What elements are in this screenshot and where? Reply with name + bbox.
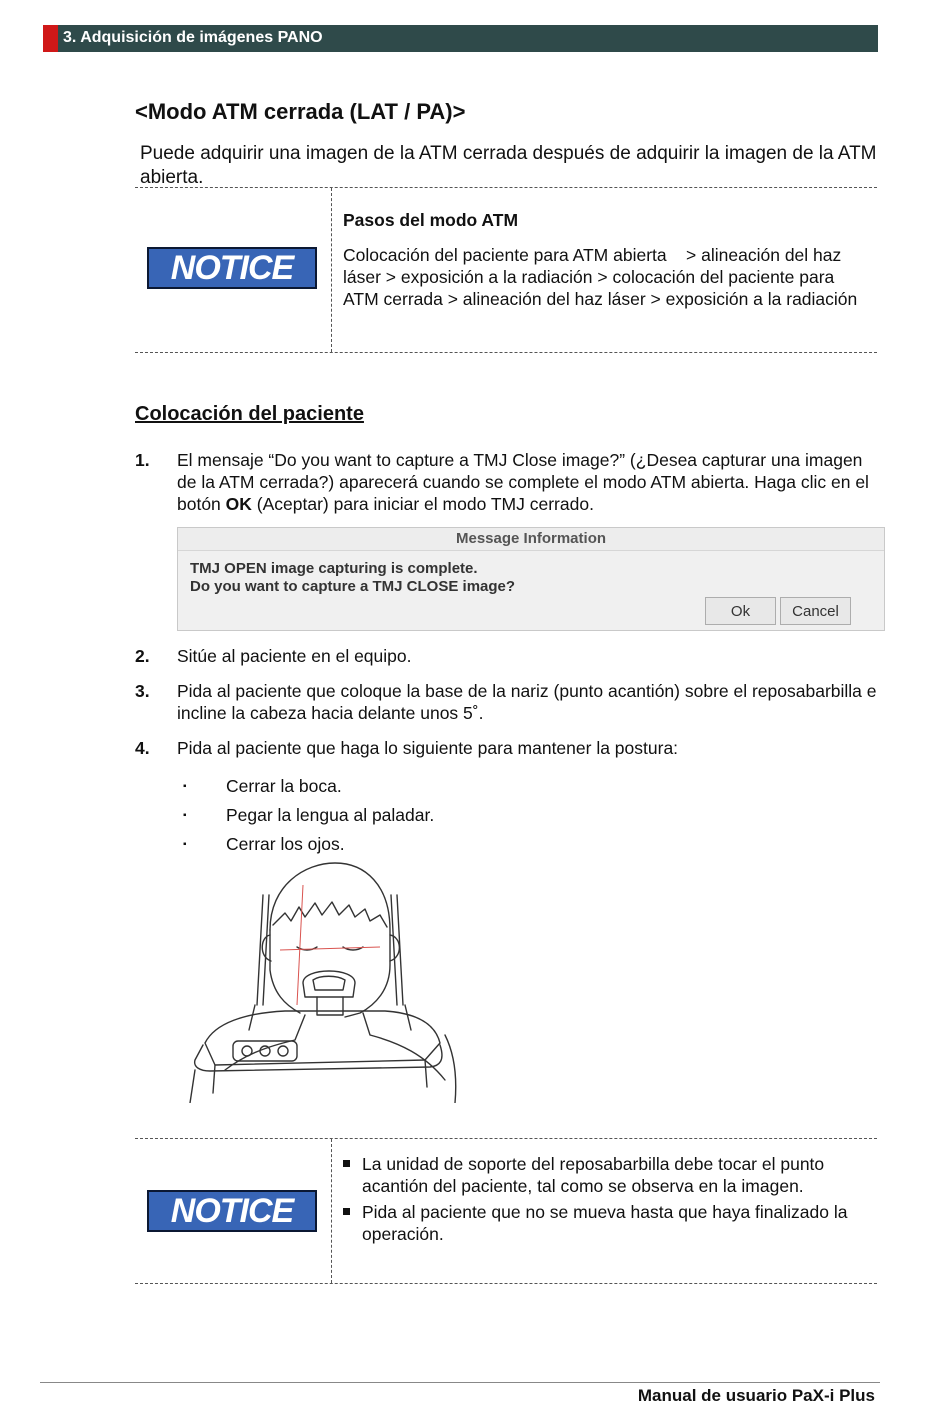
cancel-button[interactable]: Cancel bbox=[780, 597, 851, 625]
header-accent bbox=[43, 25, 58, 52]
list-item: ▪ Cerrar la boca. bbox=[183, 776, 342, 796]
footer-title: Manual de usuario PaX-i Plus bbox=[637, 1386, 875, 1405]
notice-title: Pasos del modo ATM bbox=[343, 210, 519, 230]
notice-badge: NOTICE bbox=[147, 247, 317, 289]
footer-rule bbox=[40, 1382, 880, 1383]
chapter-title: 3. Adquisición de imágenes PANO bbox=[63, 29, 323, 46]
chapter-header-bar bbox=[43, 25, 878, 52]
list-item: ▪ Cerrar los ojos. bbox=[183, 834, 345, 854]
placement-heading: Colocación del paciente bbox=[135, 403, 364, 425]
message-dialog bbox=[177, 527, 885, 631]
notice-content bbox=[343, 1153, 867, 1249]
list-item: ▪ Pegar la lengua al paladar. bbox=[183, 805, 435, 825]
dialog-message: TMJ OPEN image capturing is complete. Do you want to capture a TMJ CLOSE image? bbox=[190, 560, 516, 595]
notice-badge: NOTICE bbox=[147, 1190, 317, 1232]
notice-box-steps bbox=[135, 187, 877, 353]
step-2: 2. Sitúe al paciente en el equipo. bbox=[135, 646, 412, 666]
notice-box-chinrest bbox=[135, 1138, 877, 1284]
section-intro: Puede adquirir una imagen de la ATM cerrada después de adquirir la imagen de la ATM abierta. bbox=[140, 143, 877, 188]
list-item: La unidad de soporte del reposabarbilla debe tocar el punto acantión del paciente, tal como se observa en la imagen. bbox=[343, 1153, 867, 1197]
section-heading: <Modo ATM cerrada (LAT / PA)> bbox=[135, 99, 466, 124]
step-4: 4. Pida al paciente que haga lo siguiente para mantener la postura: bbox=[135, 738, 679, 758]
dialog-title: Message Information bbox=[178, 528, 884, 551]
list-item: Pida al paciente que no se mueva hasta que haya finalizado la operación. bbox=[343, 1201, 867, 1245]
step-3: 3. Pida al paciente que coloque la base de la nariz (punto acantión) sobre el reposabarbilla e incline la cabeza hacia delante unos 5˚. bbox=[135, 681, 877, 723]
patient-positioning-illustration bbox=[185, 855, 460, 1103]
notice-content bbox=[343, 209, 867, 310]
notice-body: Colocación del paciente para ATM abierta > alineación del haz láser > exposición a la radiación > colocación del paciente para ATM cerrada > alineación del haz láser > exposición a la radiación bbox=[343, 245, 858, 309]
ok-button[interactable]: Ok bbox=[705, 597, 776, 625]
step-1: 1. El mensaje “Do you want to capture a TMJ Close image?” (¿Desea capturar una imagen de la ATM cerrada?) aparecerá cuando se complete el modo ATM abierta. Haga clic en el botón OK (Aceptar) para iniciar el modo TMJ cerrado. bbox=[135, 450, 869, 514]
posture-list bbox=[183, 772, 434, 859]
